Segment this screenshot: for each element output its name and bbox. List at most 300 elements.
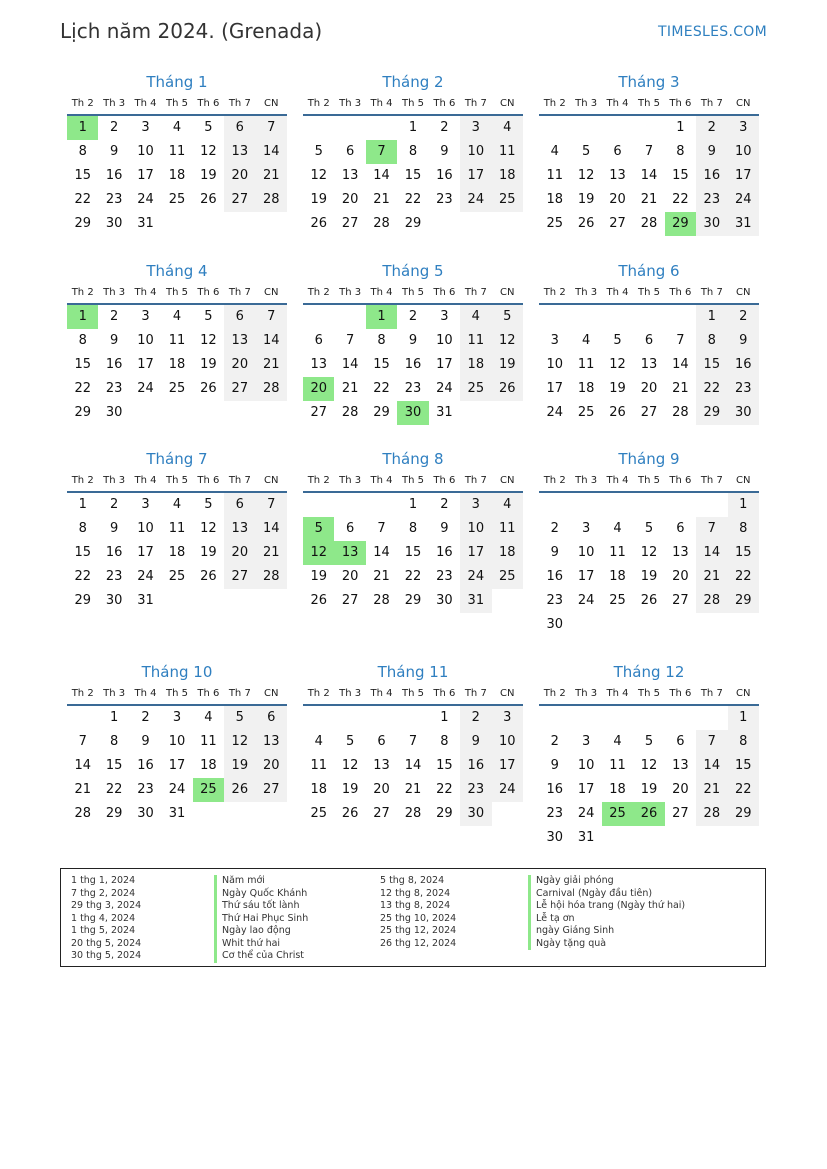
- day-cell[interactable]: 11: [492, 517, 523, 541]
- day-cell[interactable]: 12: [310, 168, 327, 183]
- day-cell[interactable]: 29: [665, 212, 696, 236]
- day-cell[interactable]: 6: [676, 734, 685, 749]
- day-cell[interactable]: 2: [440, 497, 449, 512]
- day-cell[interactable]: 16: [105, 357, 123, 372]
- day-cell[interactable]: 22: [728, 565, 759, 589]
- day-cell[interactable]: 24: [546, 405, 563, 420]
- day-cell[interactable]: 28: [256, 565, 287, 589]
- day-cell[interactable]: 28: [696, 589, 727, 613]
- day-cell[interactable]: 23: [436, 569, 453, 584]
- day-cell[interactable]: 27: [672, 593, 689, 608]
- day-cell[interactable]: 22: [105, 782, 123, 797]
- day-cell[interactable]: 15: [728, 541, 759, 565]
- day-cell[interactable]: 14: [373, 545, 390, 560]
- day-cell[interactable]: 9: [550, 758, 559, 773]
- day-cell[interactable]: 22: [436, 782, 453, 797]
- day-cell[interactable]: 15: [74, 168, 91, 183]
- day-cell[interactable]: 20: [640, 381, 658, 396]
- day-cell[interactable]: 11: [577, 357, 595, 372]
- day-cell[interactable]: 17: [460, 541, 491, 565]
- day-cell[interactable]: 11: [168, 333, 186, 348]
- day-cell[interactable]: 26: [224, 778, 255, 802]
- day-cell[interactable]: 17: [577, 782, 595, 797]
- day-cell[interactable]: 9: [696, 140, 727, 164]
- day-cell[interactable]: 19: [640, 569, 658, 584]
- day-cell[interactable]: 1: [67, 305, 98, 329]
- day-cell[interactable]: 31: [168, 806, 186, 821]
- day-cell[interactable]: 10: [460, 517, 491, 541]
- day-cell[interactable]: 12: [303, 541, 334, 565]
- day-cell[interactable]: 13: [672, 545, 689, 560]
- day-cell[interactable]: 7: [78, 734, 87, 749]
- day-cell[interactable]: 29: [74, 593, 91, 608]
- day-cell[interactable]: 15: [404, 168, 422, 183]
- day-cell[interactable]: 20: [373, 782, 390, 797]
- day-cell[interactable]: 27: [640, 405, 658, 420]
- day-cell[interactable]: 27: [341, 216, 359, 231]
- day-cell[interactable]: 4: [613, 521, 622, 536]
- day-cell[interactable]: 2: [696, 116, 727, 140]
- day-cell[interactable]: 5: [204, 497, 213, 512]
- day-cell[interactable]: 7: [696, 517, 727, 541]
- day-cell[interactable]: 10: [728, 140, 759, 164]
- day-cell[interactable]: 19: [341, 782, 359, 797]
- day-cell[interactable]: 1: [696, 305, 727, 329]
- day-cell[interactable]: 7: [256, 116, 287, 140]
- day-cell[interactable]: 4: [172, 309, 182, 324]
- day-cell[interactable]: 29: [373, 405, 390, 420]
- day-cell[interactable]: 4: [492, 116, 523, 140]
- day-cell[interactable]: 16: [404, 357, 422, 372]
- day-cell[interactable]: 3: [141, 497, 150, 512]
- day-cell[interactable]: 19: [200, 545, 217, 560]
- day-cell[interactable]: 12: [200, 333, 217, 348]
- day-cell[interactable]: 24: [137, 192, 154, 207]
- day-cell[interactable]: 18: [200, 758, 217, 773]
- day-cell[interactable]: 4: [581, 333, 591, 348]
- day-cell[interactable]: 13: [310, 357, 327, 372]
- day-cell[interactable]: 24: [728, 188, 759, 212]
- day-cell[interactable]: 26: [200, 381, 217, 396]
- day-cell[interactable]: 8: [109, 734, 119, 749]
- day-cell[interactable]: 28: [696, 802, 727, 826]
- day-cell[interactable]: 29: [404, 593, 422, 608]
- day-cell[interactable]: 21: [373, 192, 390, 207]
- day-cell[interactable]: 10: [168, 734, 186, 749]
- day-cell[interactable]: 13: [373, 758, 390, 773]
- day-cell[interactable]: 17: [137, 168, 154, 183]
- day-cell[interactable]: 24: [577, 806, 595, 821]
- day-cell[interactable]: 21: [404, 782, 422, 797]
- day-cell[interactable]: 9: [109, 333, 119, 348]
- day-cell[interactable]: 2: [728, 305, 759, 329]
- day-cell[interactable]: 24: [137, 381, 154, 396]
- day-cell[interactable]: 18: [546, 192, 563, 207]
- day-cell[interactable]: 25: [460, 377, 491, 401]
- brand-link[interactable]: TIMESLES.COM: [658, 24, 767, 40]
- day-cell[interactable]: 8: [78, 333, 87, 348]
- day-cell[interactable]: 7: [644, 144, 654, 159]
- day-cell[interactable]: 12: [492, 329, 523, 353]
- day-cell[interactable]: 21: [256, 541, 287, 565]
- day-cell[interactable]: 5: [224, 706, 255, 730]
- day-cell[interactable]: 14: [74, 758, 91, 773]
- day-cell[interactable]: 17: [577, 569, 595, 584]
- day-cell[interactable]: 27: [224, 188, 255, 212]
- day-cell[interactable]: 22: [74, 381, 91, 396]
- day-cell[interactable]: 12: [640, 545, 658, 560]
- day-cell[interactable]: 5: [613, 333, 622, 348]
- day-cell[interactable]: 15: [373, 357, 390, 372]
- day-cell[interactable]: 9: [460, 730, 491, 754]
- day-cell[interactable]: 3: [460, 493, 491, 517]
- day-cell[interactable]: 30: [696, 212, 727, 236]
- day-cell[interactable]: 10: [460, 140, 491, 164]
- day-cell[interactable]: 31: [577, 830, 595, 845]
- day-cell[interactable]: 31: [436, 405, 453, 420]
- day-cell[interactable]: 7: [366, 140, 397, 164]
- day-cell[interactable]: 23: [696, 188, 727, 212]
- day-cell[interactable]: 15: [436, 758, 453, 773]
- day-cell[interactable]: 4: [172, 120, 182, 135]
- day-cell[interactable]: 18: [577, 381, 595, 396]
- day-cell[interactable]: 21: [696, 565, 727, 589]
- day-cell[interactable]: 28: [256, 377, 287, 401]
- day-cell[interactable]: 7: [377, 521, 386, 536]
- day-cell[interactable]: 27: [310, 405, 327, 420]
- day-cell[interactable]: 27: [672, 806, 689, 821]
- day-cell[interactable]: 25: [168, 192, 186, 207]
- day-cell[interactable]: 18: [310, 782, 327, 797]
- day-cell[interactable]: 14: [373, 168, 390, 183]
- day-cell[interactable]: 19: [492, 353, 523, 377]
- day-cell[interactable]: 8: [728, 730, 759, 754]
- day-cell[interactable]: 20: [609, 192, 626, 207]
- day-cell[interactable]: 5: [345, 734, 355, 749]
- day-cell[interactable]: 5: [644, 734, 654, 749]
- day-cell[interactable]: 10: [436, 333, 453, 348]
- day-cell[interactable]: 19: [609, 381, 626, 396]
- day-cell[interactable]: 9: [728, 329, 759, 353]
- day-cell[interactable]: 6: [224, 116, 255, 140]
- day-cell[interactable]: 10: [137, 333, 154, 348]
- day-cell[interactable]: 8: [676, 144, 685, 159]
- day-cell[interactable]: 20: [224, 541, 255, 565]
- day-cell[interactable]: 23: [105, 192, 123, 207]
- day-cell[interactable]: 11: [200, 734, 217, 749]
- day-cell[interactable]: 14: [672, 357, 689, 372]
- day-cell[interactable]: 16: [105, 545, 123, 560]
- day-cell[interactable]: 17: [436, 357, 453, 372]
- day-cell[interactable]: 4: [204, 710, 213, 725]
- day-cell[interactable]: 16: [728, 353, 759, 377]
- day-cell[interactable]: 14: [640, 168, 658, 183]
- day-cell[interactable]: 28: [672, 405, 689, 420]
- day-cell[interactable]: 25: [168, 381, 186, 396]
- day-cell[interactable]: 23: [728, 377, 759, 401]
- day-cell[interactable]: 29: [696, 401, 727, 425]
- day-cell[interactable]: 2: [109, 309, 119, 324]
- day-cell[interactable]: 22: [373, 381, 390, 396]
- day-cell[interactable]: 27: [224, 565, 255, 589]
- day-cell[interactable]: 4: [613, 734, 622, 749]
- day-cell[interactable]: 30: [105, 216, 123, 231]
- day-cell[interactable]: 5: [204, 309, 213, 324]
- day-cell[interactable]: 16: [546, 569, 563, 584]
- day-cell[interactable]: 20: [341, 569, 359, 584]
- day-cell[interactable]: 18: [492, 541, 523, 565]
- day-cell[interactable]: 1: [366, 305, 397, 329]
- day-cell[interactable]: 12: [640, 758, 658, 773]
- day-cell[interactable]: 1: [109, 710, 119, 725]
- day-cell[interactable]: 8: [440, 734, 449, 749]
- day-cell[interactable]: 4: [550, 144, 559, 159]
- day-cell[interactable]: 27: [373, 806, 390, 821]
- day-cell[interactable]: 7: [696, 730, 727, 754]
- day-cell[interactable]: 17: [137, 357, 154, 372]
- day-cell[interactable]: 15: [105, 758, 123, 773]
- day-cell[interactable]: 30: [460, 802, 491, 826]
- day-cell[interactable]: 13: [224, 517, 255, 541]
- day-cell[interactable]: 21: [256, 164, 287, 188]
- day-cell[interactable]: 15: [74, 357, 91, 372]
- day-cell[interactable]: 13: [334, 541, 365, 565]
- day-cell[interactable]: 30: [546, 617, 563, 632]
- day-cell[interactable]: 12: [224, 730, 255, 754]
- day-cell[interactable]: 23: [546, 806, 563, 821]
- day-cell[interactable]: 16: [137, 758, 154, 773]
- day-cell[interactable]: 3: [728, 116, 759, 140]
- day-cell[interactable]: 31: [137, 216, 154, 231]
- day-cell[interactable]: 28: [640, 216, 658, 231]
- day-cell[interactable]: 11: [546, 168, 563, 183]
- day-cell[interactable]: 2: [550, 734, 559, 749]
- day-cell[interactable]: 21: [696, 778, 727, 802]
- day-cell[interactable]: 19: [640, 782, 658, 797]
- day-cell[interactable]: 31: [137, 593, 154, 608]
- day-cell[interactable]: 6: [676, 521, 685, 536]
- day-cell[interactable]: 23: [460, 778, 491, 802]
- day-cell[interactable]: 28: [404, 806, 422, 821]
- day-cell[interactable]: 19: [200, 168, 217, 183]
- day-cell[interactable]: 27: [609, 216, 626, 231]
- day-cell[interactable]: 11: [168, 144, 186, 159]
- day-cell[interactable]: 24: [577, 593, 595, 608]
- day-cell[interactable]: 8: [78, 521, 87, 536]
- day-cell[interactable]: 16: [436, 168, 453, 183]
- day-cell[interactable]: 5: [581, 144, 591, 159]
- day-cell[interactable]: 26: [200, 569, 217, 584]
- day-cell[interactable]: 18: [609, 782, 626, 797]
- day-cell[interactable]: 21: [640, 192, 658, 207]
- day-cell[interactable]: 16: [105, 168, 123, 183]
- day-cell[interactable]: 29: [728, 802, 759, 826]
- day-cell[interactable]: 4: [314, 734, 323, 749]
- day-cell[interactable]: 18: [168, 168, 186, 183]
- day-cell[interactable]: 1: [676, 120, 685, 135]
- day-cell[interactable]: 15: [672, 168, 689, 183]
- day-cell[interactable]: 17: [492, 754, 523, 778]
- day-cell[interactable]: 29: [74, 405, 91, 420]
- day-cell[interactable]: 14: [256, 329, 287, 353]
- day-cell[interactable]: 3: [581, 734, 591, 749]
- day-cell[interactable]: 24: [137, 569, 154, 584]
- day-cell[interactable]: 8: [728, 517, 759, 541]
- day-cell[interactable]: 30: [397, 401, 428, 425]
- day-cell[interactable]: 25: [609, 593, 626, 608]
- day-cell[interactable]: 18: [609, 569, 626, 584]
- day-cell[interactable]: 26: [341, 806, 359, 821]
- day-cell[interactable]: 3: [492, 706, 523, 730]
- day-cell[interactable]: 17: [168, 758, 186, 773]
- day-cell[interactable]: 27: [256, 778, 287, 802]
- day-cell[interactable]: 31: [460, 589, 491, 613]
- day-cell[interactable]: 3: [440, 309, 449, 324]
- day-cell[interactable]: 7: [345, 333, 355, 348]
- day-cell[interactable]: 25: [492, 565, 523, 589]
- day-cell[interactable]: 19: [224, 754, 255, 778]
- day-cell[interactable]: 16: [546, 782, 563, 797]
- day-cell[interactable]: 10: [137, 521, 154, 536]
- day-cell[interactable]: 27: [341, 593, 359, 608]
- day-cell[interactable]: 5: [492, 305, 523, 329]
- day-cell[interactable]: 10: [492, 730, 523, 754]
- day-cell[interactable]: 25: [546, 216, 563, 231]
- day-cell[interactable]: 4: [460, 305, 491, 329]
- day-cell[interactable]: 23: [137, 782, 154, 797]
- day-cell[interactable]: 16: [436, 545, 453, 560]
- day-cell[interactable]: 14: [341, 357, 359, 372]
- day-cell[interactable]: 9: [141, 734, 150, 749]
- day-cell[interactable]: 24: [460, 188, 491, 212]
- day-cell[interactable]: 15: [404, 545, 422, 560]
- day-cell[interactable]: 22: [404, 192, 422, 207]
- day-cell[interactable]: 13: [256, 730, 287, 754]
- day-cell[interactable]: 23: [105, 569, 123, 584]
- day-cell[interactable]: 19: [310, 569, 327, 584]
- day-cell[interactable]: 22: [672, 192, 689, 207]
- day-cell[interactable]: 19: [310, 192, 327, 207]
- day-cell[interactable]: 9: [109, 521, 119, 536]
- day-cell[interactable]: 6: [377, 734, 386, 749]
- day-cell[interactable]: 5: [303, 517, 334, 541]
- day-cell[interactable]: 28: [341, 405, 359, 420]
- day-cell[interactable]: 1: [408, 120, 418, 135]
- day-cell[interactable]: 2: [109, 120, 119, 135]
- day-cell[interactable]: 28: [74, 806, 91, 821]
- day-cell[interactable]: 14: [256, 517, 287, 541]
- day-cell[interactable]: 13: [672, 758, 689, 773]
- day-cell[interactable]: 10: [137, 144, 154, 159]
- day-cell[interactable]: 13: [224, 140, 255, 164]
- day-cell[interactable]: 13: [609, 168, 626, 183]
- day-cell[interactable]: 8: [696, 329, 727, 353]
- day-cell[interactable]: 28: [373, 216, 390, 231]
- day-cell[interactable]: 3: [141, 309, 150, 324]
- day-cell[interactable]: 17: [728, 164, 759, 188]
- day-cell[interactable]: 30: [728, 401, 759, 425]
- day-cell[interactable]: 5: [204, 120, 213, 135]
- day-cell[interactable]: 26: [609, 405, 626, 420]
- day-cell[interactable]: 20: [672, 569, 689, 584]
- day-cell[interactable]: 18: [460, 353, 491, 377]
- day-cell[interactable]: 14: [696, 541, 727, 565]
- day-cell[interactable]: 3: [460, 116, 491, 140]
- day-cell[interactable]: 17: [460, 164, 491, 188]
- day-cell[interactable]: 16: [460, 754, 491, 778]
- day-cell[interactable]: 2: [109, 497, 119, 512]
- day-cell[interactable]: 28: [373, 593, 390, 608]
- day-cell[interactable]: 1: [408, 497, 418, 512]
- day-cell[interactable]: 5: [314, 144, 323, 159]
- day-cell[interactable]: 15: [728, 754, 759, 778]
- day-cell[interactable]: 24: [492, 778, 523, 802]
- day-cell[interactable]: 25: [193, 778, 224, 802]
- day-cell[interactable]: 11: [460, 329, 491, 353]
- day-cell[interactable]: 3: [141, 120, 150, 135]
- day-cell[interactable]: 6: [256, 706, 287, 730]
- day-cell[interactable]: 26: [492, 377, 523, 401]
- day-cell[interactable]: 6: [644, 333, 654, 348]
- day-cell[interactable]: 21: [373, 569, 390, 584]
- day-cell[interactable]: 22: [728, 778, 759, 802]
- day-cell[interactable]: 7: [256, 493, 287, 517]
- day-cell[interactable]: 22: [74, 192, 91, 207]
- day-cell[interactable]: 25: [492, 188, 523, 212]
- day-cell[interactable]: 6: [224, 493, 255, 517]
- day-cell[interactable]: 18: [168, 357, 186, 372]
- day-cell[interactable]: 21: [74, 782, 91, 797]
- day-cell[interactable]: 22: [74, 569, 91, 584]
- day-cell[interactable]: 9: [550, 545, 559, 560]
- day-cell[interactable]: 29: [404, 216, 422, 231]
- day-cell[interactable]: 11: [609, 758, 626, 773]
- day-cell[interactable]: 18: [492, 164, 523, 188]
- day-cell[interactable]: 30: [105, 593, 123, 608]
- day-cell[interactable]: 26: [633, 802, 664, 826]
- day-cell[interactable]: 2: [460, 706, 491, 730]
- day-cell[interactable]: 19: [200, 357, 217, 372]
- day-cell[interactable]: 4: [492, 493, 523, 517]
- day-cell[interactable]: 7: [408, 734, 418, 749]
- day-cell[interactable]: 11: [609, 545, 626, 560]
- day-cell[interactable]: 10: [577, 758, 595, 773]
- day-cell[interactable]: 3: [550, 333, 559, 348]
- day-cell[interactable]: 26: [577, 216, 595, 231]
- day-cell[interactable]: 30: [436, 593, 453, 608]
- day-cell[interactable]: 3: [581, 521, 591, 536]
- day-cell[interactable]: 2: [550, 521, 559, 536]
- day-cell[interactable]: 20: [224, 353, 255, 377]
- day-cell[interactable]: 25: [577, 405, 595, 420]
- day-cell[interactable]: 13: [341, 168, 359, 183]
- day-cell[interactable]: 7: [256, 305, 287, 329]
- day-cell[interactable]: 8: [408, 521, 418, 536]
- day-cell[interactable]: 25: [310, 806, 327, 821]
- day-cell[interactable]: 6: [345, 144, 355, 159]
- day-cell[interactable]: 11: [168, 521, 186, 536]
- day-cell[interactable]: 21: [341, 381, 359, 396]
- day-cell[interactable]: 13: [224, 329, 255, 353]
- day-cell[interactable]: 20: [303, 377, 334, 401]
- day-cell[interactable]: 1: [67, 116, 98, 140]
- day-cell[interactable]: 2: [440, 120, 449, 135]
- day-cell[interactable]: 25: [168, 569, 186, 584]
- day-cell[interactable]: 30: [546, 830, 563, 845]
- day-cell[interactable]: 29: [728, 589, 759, 613]
- day-cell[interactable]: 15: [696, 353, 727, 377]
- day-cell[interactable]: 2: [408, 309, 418, 324]
